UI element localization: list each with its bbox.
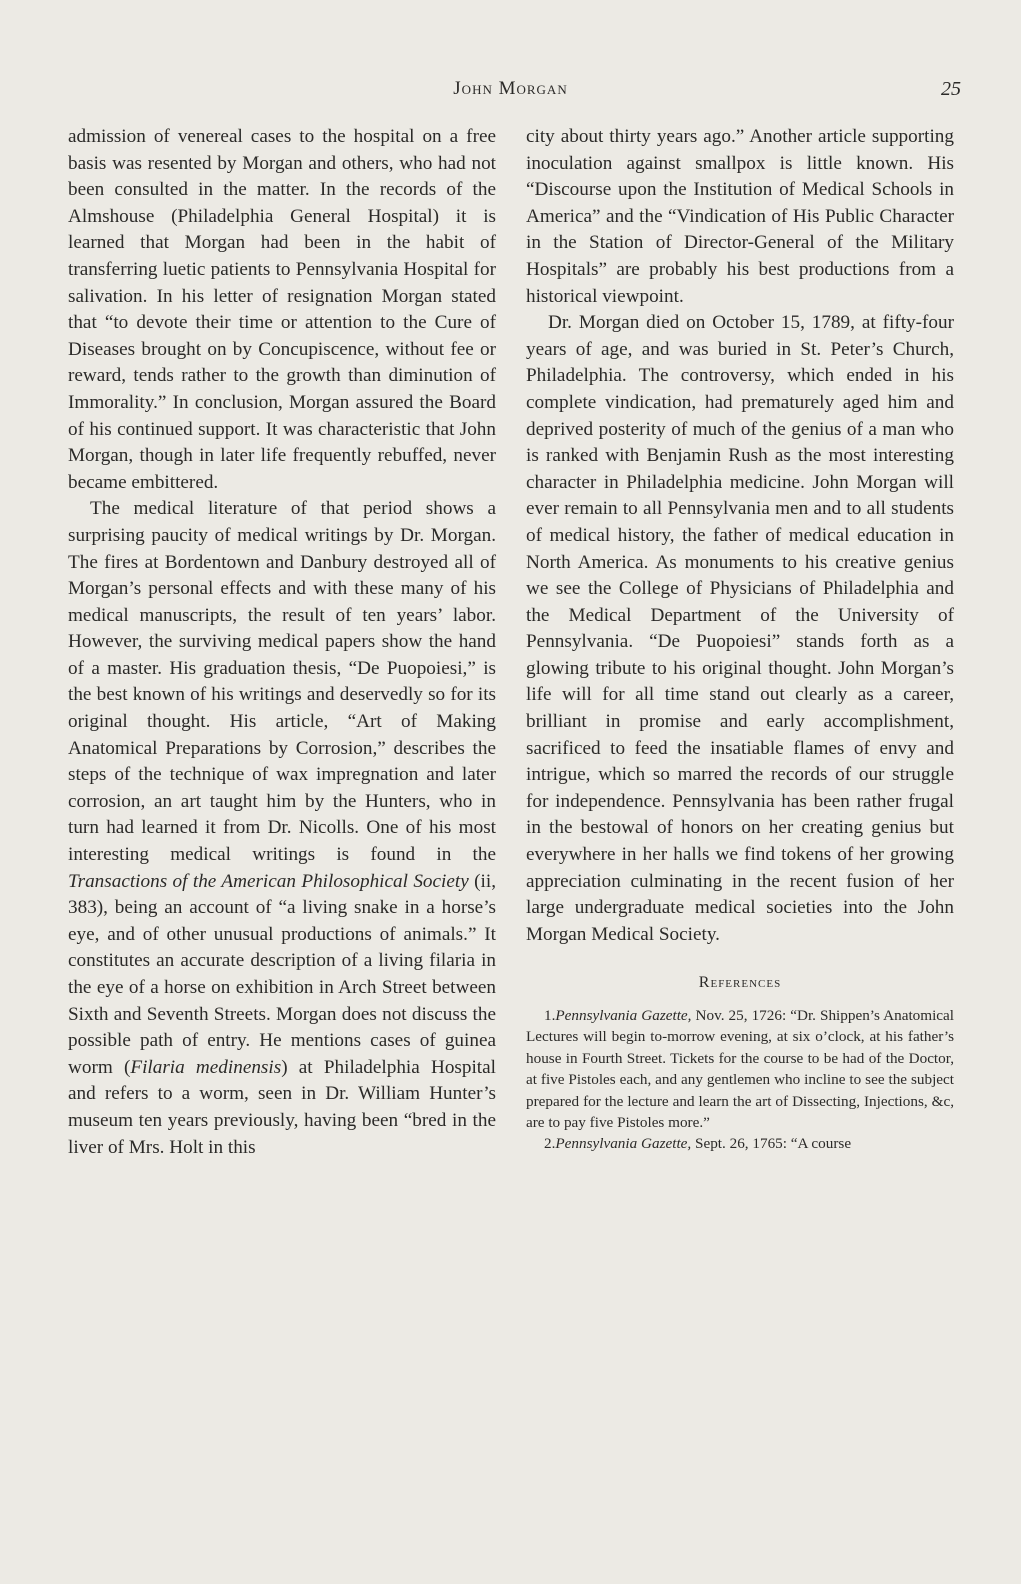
- paragraph: admission of venereal cases to the hospital on a free basis was resented by Morgan and others, who had not been consulted in the matter. In the records of the Almshouse (Philadelphia General Hospital) it is learned that Morgan had been in the habit of transferring luetic patients to Pennsylvania Hospital for salivation. In his letter of resignation Morgan stated that “to devote their time or attention to the Cure of Diseases brought on by Concupiscence, without fee or reward, tends rather to the growth than diminution of Immorality.” In conclusion, Morgan assured the Board of his continued support. It was characteristic that John Morgan, though in later life frequently rebuffed, never became embittered.: [68, 126, 496, 493]
- running-header: [0, 78, 1021, 112]
- reference-text: Nov. 25, 1726: “Dr. Shippen’s Anatomical Lectures will begin to-morrow evening, at six o’clock, at his father’s house in Fourth Street. Tickets for the course to be had of the Doctor, at five Pistoles each, and any gentlemen who incline to see the subject prepared for the lecture and learn the art of Dissecting, Injections, &c, are to pay five Pistoles more.”: [526, 1007, 954, 1132]
- left-column: [68, 124, 496, 1161]
- right-column: [526, 124, 954, 1155]
- journal-title: Transactions of the American Philosophical Society: [68, 870, 469, 892]
- reference-number: 1.: [544, 1007, 556, 1024]
- reference-item: [526, 1133, 954, 1154]
- reference-item: [526, 1005, 954, 1133]
- paragraph-text: ) at Philadelphia Hospital and refers to a worm, seen in Dr. William Hunter’s museum ten years previously, having been “bred in the liver of Mrs. Holt in this: [68, 1056, 496, 1158]
- paragraph: [68, 496, 496, 1161]
- page-number: 25: [941, 78, 961, 100]
- reference-source: Pennsylvania Gazette,: [555, 1135, 692, 1153]
- paragraph-text: (ii, 383), being an account of “a living snake in a horse’s eye, and of other unusual productions of animals.” It constitutes an accurate description of a living filaria in the eye of a horse on exhibition in Arch Street between Sixth and Seventh Streets. Morgan does not discuss the possible path of entry. He mentions cases of guinea worm (: [68, 870, 496, 1078]
- reference-text: Sept. 26, 1765: “A course: [691, 1135, 852, 1153]
- references-heading: References: [698, 974, 782, 992]
- running-title: John Morgan: [453, 78, 568, 99]
- paragraph-text: The medical literature of that period shows a surprising paucity of medical writings by Dr. Morgan. The fires at Bordentown and Danbury destroyed all of Morgan’s personal effects and with these many of his medical manuscripts, the result of ten years’ labor. However, the surviving medical papers show the hand of a master. His graduation thesis, “De Puopoiesi,” is the best known of his writings and deservedly so for its original thought. His article, “Art of Making Anatomical Preparations by Corrosion,” describes the steps of the technique of wax impregnation and later corrosion, an art taught him by the Hunters, who in turn had learned it from Dr. Nicolls. One of his most interesting medical writings is found in the: [68, 498, 496, 866]
- paragraph: Dr. Morgan died on October 15, 1789, at fifty-four years of age, and was buried in St. Peter’s Church, Philadelphia. The controversy, which ended in his complete vindication, had prematurely aged him and deprived posterity of much of the genius of a man who is ranked with Benjamin Rush as the most interesting character in Philadelphia medicine. John Morgan will ever remain to all Pennsylvania men and to all students of medical history, the father of medical education in North America. As monuments to his creative genius we see the College of Physicians of Philadelphia and the Medical Department of the University of Pennsylvania. “De Puopoiesi” stands forth as a glowing tribute to his original thought. John Morgan’s life will for all time stand out clearly as a career, brilliant in promise and early accomplishment, sacrificed to feed the insatiable flames of envy and intrigue, which so marred the records of our struggle for independence. Pennsylvania has been rather frugal in the bestowal of honors on her creating genius but everywhere in her halls we find tokens of her growing appreciation culminating in the recent fusion of her large undergraduate medical societies into the John Morgan Medical Society.: [526, 312, 954, 945]
- paragraph: city about thirty years ago.” Another article supporting inoculation against smallpox is little known. His “Discourse upon the Institution of Medical Schools in America” and the “Vindication of His Public Character in the Station of Director-General of the Military Hospitals” are probably his best productions from a historical viewpoint.: [526, 126, 954, 307]
- reference-source: Pennsylvania Gazette,: [555, 1007, 692, 1024]
- species-name: Filaria medinensis: [130, 1056, 282, 1078]
- reference-number: 2.: [544, 1135, 556, 1153]
